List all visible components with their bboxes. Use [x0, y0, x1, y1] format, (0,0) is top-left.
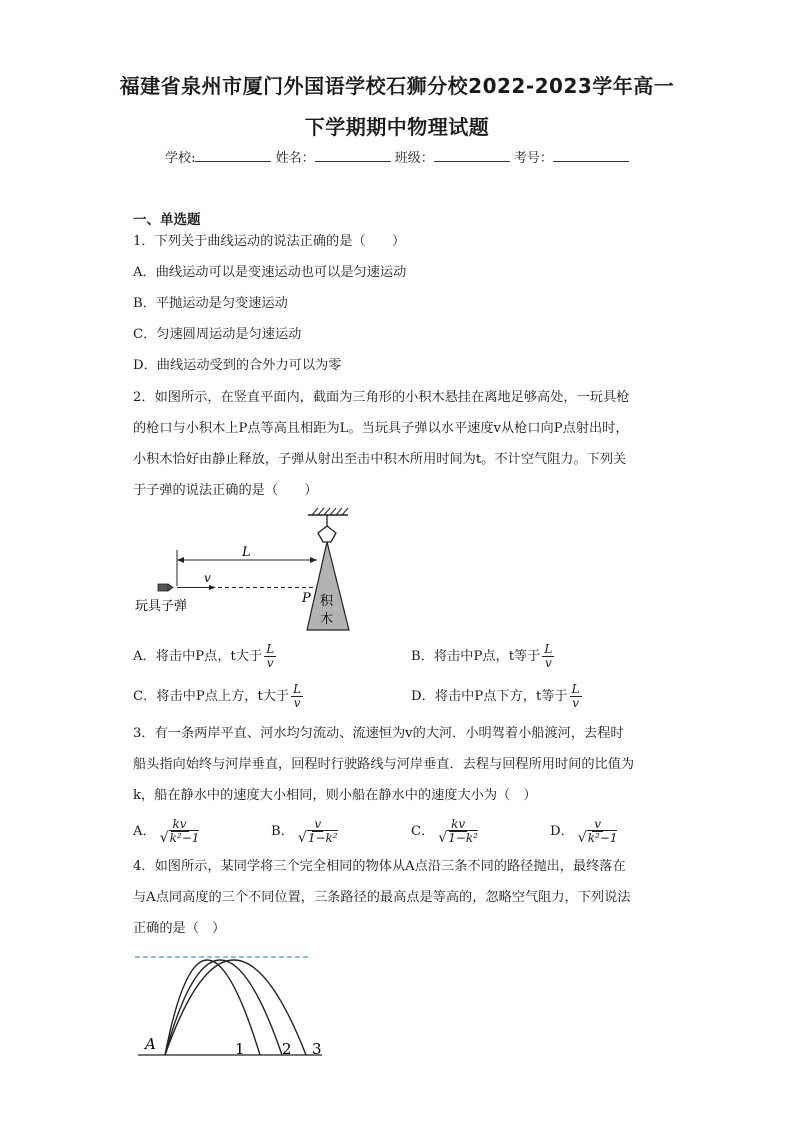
q2-option-a-text: A．将击中P点，t大于	[133, 649, 263, 664]
name-field[interactable]	[315, 149, 391, 162]
number-field[interactable]	[553, 149, 629, 162]
bullet-label: 玩具子弹	[135, 599, 188, 614]
block-char-2: 木	[320, 612, 334, 627]
landing-label-3: 3	[312, 1040, 322, 1058]
bullet-tip	[168, 584, 173, 591]
q1-option-b: B．平抛运动是匀变速运动	[133, 296, 288, 311]
l-arrow-right	[310, 557, 317, 563]
title-line-1: 福建省泉州市厦门外国语学校石狮分校2022-2023学年高一	[119, 74, 675, 98]
fraction: $\frac{kv}{\text{√1−k²}}$	[438, 817, 478, 846]
q2-stem-2: 的枪口与小积木上P点等高且相距为L。当玩具子弹以水平速度v从枪口向P点射出时，	[133, 421, 629, 436]
ceiling-hatch	[312, 508, 348, 515]
landing-label-1: 1	[235, 1040, 245, 1058]
q3-option-c: C． $\frac{kv}{\text{√1−k²}}$	[411, 817, 478, 846]
fraction: $\frac{L}{v}$	[544, 642, 553, 670]
q3-stem-3: k，船在静水中的速度大小相同，则小船在静水中的速度大小为（ ）	[133, 788, 537, 803]
trajectory-1	[165, 960, 260, 1055]
section-title: 一、单选题	[133, 212, 201, 228]
q2-option-b-text: B．将击中P点，t等于	[411, 649, 541, 664]
q2-option-c-text: C．将击中P点上方，t大于	[133, 689, 290, 704]
landing-label-2: 2	[282, 1040, 292, 1058]
fraction: $\frac{L}{v}$	[266, 642, 275, 670]
fraction: $\frac{L}{v}$	[293, 682, 302, 710]
q1-option-d: D．曲线运动受到的合外力可以为零	[133, 358, 342, 373]
q3-option-b: B． $\frac{v}{\text{√1−k²}}$	[271, 817, 338, 846]
bullet-icon	[158, 584, 168, 591]
fraction: $\frac{L}{v}$	[571, 682, 580, 710]
q1-option-c: C．匀速圆周运动是匀速运动	[133, 327, 302, 342]
class-label: 班级：	[394, 151, 434, 166]
q3-stem-1: 3．有一条两岸平直、河水均匀流动、流速恒为v的大河．小明驾着小船渡河，去程时	[133, 726, 624, 741]
velocity-arrowhead	[209, 585, 216, 590]
name-label: 姓名：	[275, 151, 315, 166]
q2-option-b	[411, 643, 556, 670]
block-char-1: 积	[320, 594, 334, 609]
q4-stem-3: 正确的是（ ）	[133, 921, 226, 936]
school-label: 学校:	[165, 151, 196, 166]
q4-stem-2: 与A点同高度的三个不同位置，三条路径的最高点是等高的，忽略空气阻力，下列说法	[133, 890, 631, 905]
q2-figure	[130, 500, 370, 640]
q3-stem-2: 船头指向始终与河岸垂直，回程时行驶路线与河岸垂直．去程与回程所用时间的比值为	[133, 757, 635, 772]
title-line-2: 下学期期中物理试题	[304, 115, 490, 139]
v-label: v	[204, 571, 211, 585]
q4-stem-1: 4．如图所示，某同学将三个完全相同的物体从A点沿三条不同的路径抛出，最终落在	[133, 859, 626, 874]
q2-option-c	[133, 683, 305, 710]
q2-stem-3: 小积木恰好由静止释放，子弹从射出至击中积木所用时间为t。不计空气阻力。下列关	[133, 452, 627, 467]
fraction: $\frac{v}{\text{√k²−1}}$	[577, 817, 618, 846]
trajectory-2	[165, 960, 282, 1055]
q2-option-d-text: D．将击中P点下方，t等于	[411, 689, 568, 704]
q1-stem: 1．下列关于曲线运动的说法正确的是（ ）	[133, 234, 406, 249]
q4-figure	[130, 945, 340, 1070]
q3-option-a: A． $\frac{kv}{\text{√k²−1}}$	[133, 817, 200, 846]
fraction: $\frac{kv}{\text{√k²−1}}$	[159, 817, 200, 846]
q1-option-a: A．曲线运动可以是变速运动也可以是匀速运动	[133, 265, 407, 280]
q2-stem-4: 于子弹的说法正确的是（ ）	[133, 483, 318, 498]
school-field[interactable]	[195, 149, 271, 162]
point-a-label: A	[145, 1035, 156, 1053]
q2-option-a	[133, 643, 278, 670]
p-label: P	[302, 591, 311, 606]
class-field[interactable]	[434, 149, 510, 162]
number-label: 考号：	[513, 151, 553, 166]
l-label: L	[242, 545, 251, 560]
q2-option-d	[411, 683, 584, 710]
student-info-row	[0, 147, 794, 166]
fraction: $\frac{v}{\text{√1−k²}}$	[297, 817, 338, 846]
q3-option-d: D． $\frac{v}{\text{√k²−1}}$	[550, 817, 618, 846]
l-arrow-left	[177, 557, 184, 563]
q2-stem-1: 2．如图所示，在竖直平面内，截面为三角形的小积木悬挂在离地足够高处，一玩具枪	[133, 390, 630, 405]
clamp	[318, 526, 336, 542]
